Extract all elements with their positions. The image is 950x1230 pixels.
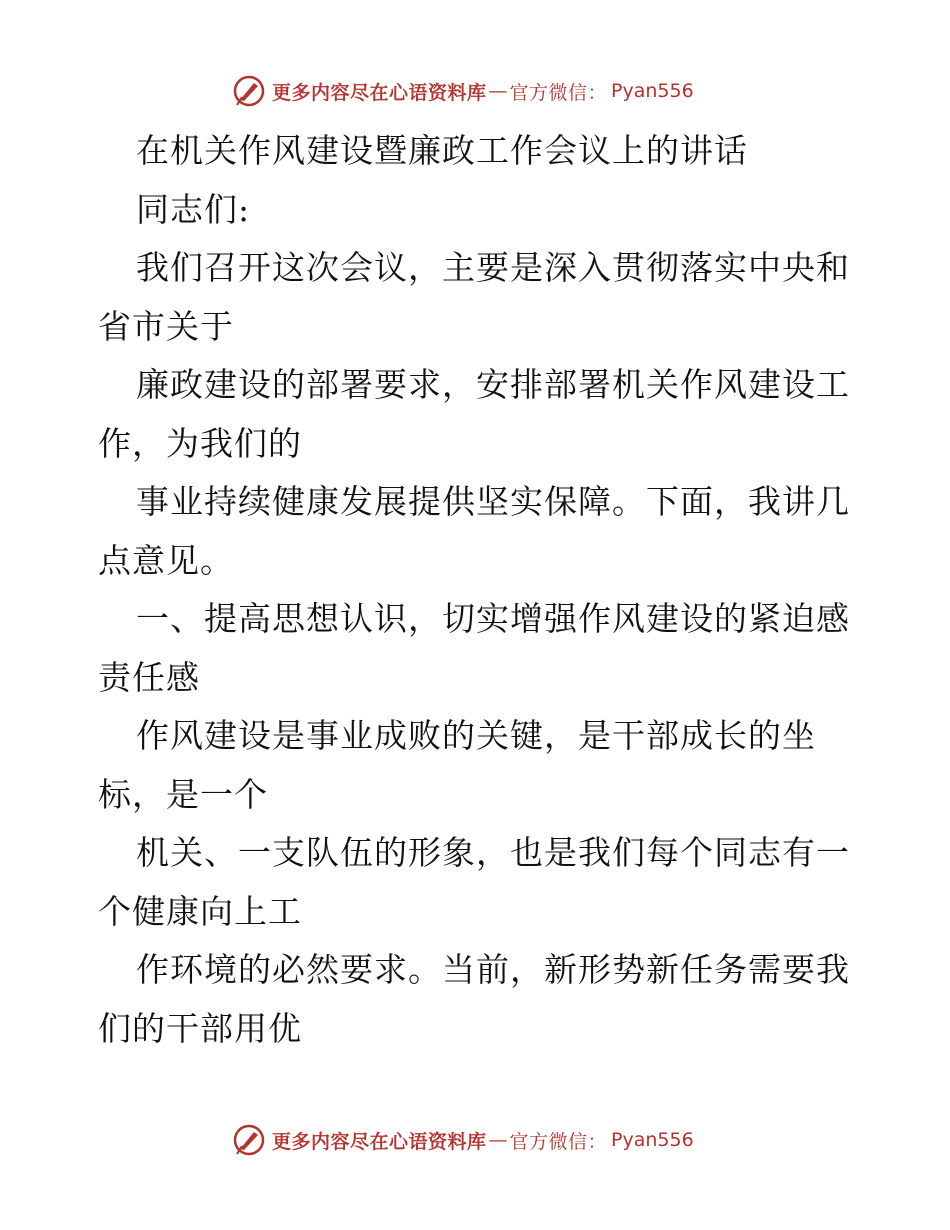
promo-text: 更多内容尽在心语资料库: [272, 1130, 487, 1153]
paragraph-line: 我们召开这次会议，主要是深入贯彻落实中央和: [136, 248, 850, 287]
quill-pen-logo-icon: [232, 74, 266, 108]
quill-pen-logo-icon: [232, 1123, 266, 1157]
paragraph-line: 个健康向上工: [98, 891, 302, 931]
section-heading: 一、提高思想认识，切实增强作风建设的紧迫感: [136, 599, 850, 638]
paragraph-line: 作环境的必然要求。当前，新形势新任务需要我: [136, 950, 850, 989]
wechat-label: 官方微信：: [509, 1130, 608, 1153]
header-watermark: [232, 71, 694, 111]
paragraph-line: 们的干部用优: [98, 1008, 302, 1048]
wechat-id: Pyan556: [611, 80, 694, 102]
paragraph-line: 机关、一支队伍的形象，也是我们每个同志有一: [136, 833, 850, 872]
separator: —: [488, 80, 508, 102]
separator: —: [488, 1129, 508, 1151]
paragraph-line: 作，为我们的: [98, 423, 302, 463]
document-body: [98, 122, 858, 1058]
paragraph-line: 事业持续健康发展提供坚实保障。下面，我讲几: [136, 482, 850, 521]
paragraph-line: 省市关于: [98, 306, 234, 346]
paragraph-line: 廉政建设的部署要求，安排部署机关作风建设工: [136, 365, 850, 404]
wechat-label: 官方微信：: [509, 81, 608, 104]
salutation: 同志们:: [136, 189, 251, 229]
promo-text: 更多内容尽在心语资料库: [272, 81, 487, 104]
wechat-id: Pyan556: [611, 1129, 694, 1151]
paragraph-line: 标，是一个: [98, 774, 268, 814]
document-title: 在机关作风建设暨廉政工作会议上的讲话: [136, 131, 748, 170]
footer-watermark: [232, 1120, 694, 1160]
section-heading: 责任感: [98, 657, 200, 697]
paragraph-line: 点意见。: [98, 540, 234, 580]
paragraph-line: 作风建设是事业成败的关键，是干部成长的坐: [136, 716, 816, 755]
